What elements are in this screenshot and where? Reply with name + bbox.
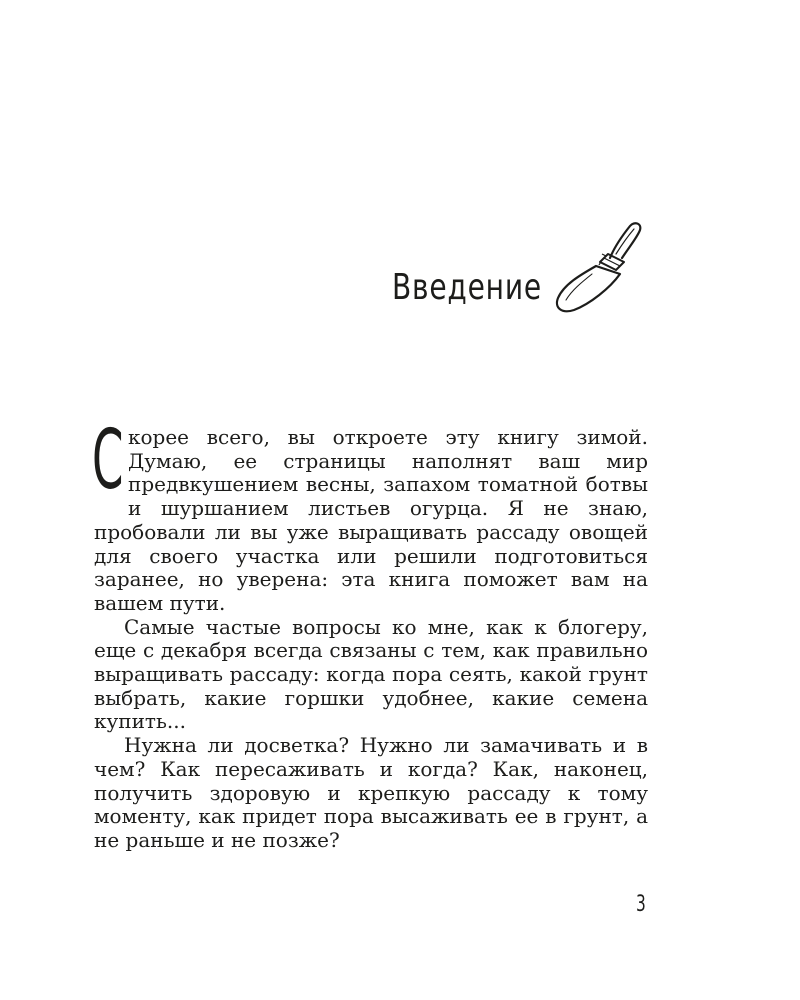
page-number: 3: [636, 892, 646, 917]
chapter-title: Введение: [392, 267, 542, 308]
paragraph-3: Нужна ли досветка? Нужно ли замачивать и в чем? Как пересаживать и когда? Как, наконец, получить здоровую и крепкую рассаду к тому моменту, как придет пора высаживать ее в грунт, а не раньше и не позже?: [94, 733, 648, 852]
paragraph-1-text: корее всего, вы откроете эту книгу зимой. Думаю, ее страницы наполнят ваш мир предвкушением весны, запахом томатной ботвы и шуршанием листьев огурца. Я не знаю, пробовали ли вы уже выращивать рассаду овощей для своего участка или решили подготовиться заранее, но уверена: эта книга поможет вам на вашем пути.: [94, 425, 648, 615]
paragraph-2: Самые частые вопросы ко мне, как к блогеру, еще с декабря всегда связаны с тем, как правильно выращивать рассаду: когда пора сеять, какой грунт выбрать, какие горшки удобнее, какие семена купить...: [94, 614, 648, 734]
trowel-icon: [552, 218, 648, 318]
paragraph-1: [92, 413, 648, 616]
chapter-body: [92, 413, 648, 853]
drop-cap: С: [92, 413, 124, 508]
